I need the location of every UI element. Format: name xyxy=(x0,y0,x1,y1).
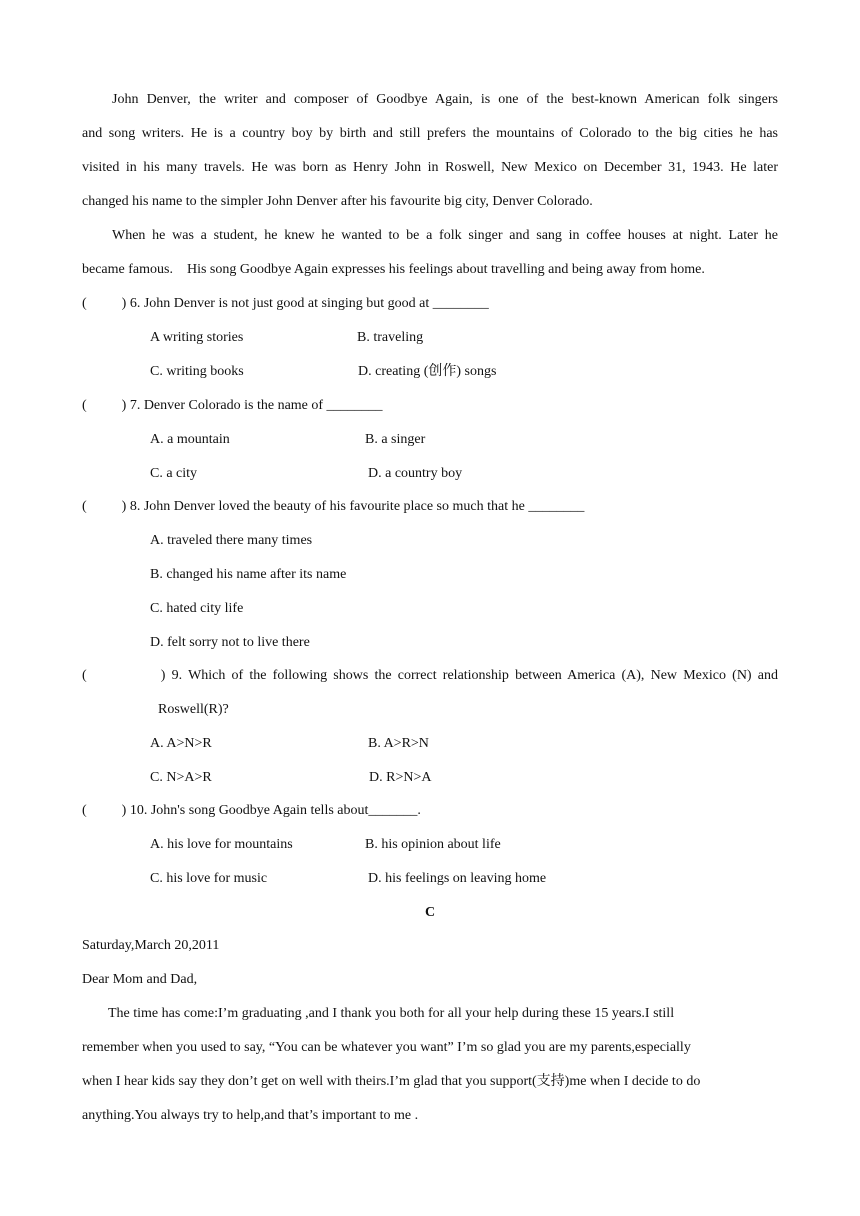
passage-line: visited in his many travels. He was born as Henry John in Roswell, New Mexico on December 31, 1943. He later xyxy=(82,160,778,175)
option-d: D. creating (创作) songs xyxy=(358,364,497,379)
option-a: A. his love for mountains xyxy=(150,837,293,852)
option-a: A. A>N>R xyxy=(150,736,212,751)
question-stem: ( ) 6. John Denver is not just good at singing but good at ________ xyxy=(82,296,489,311)
passage-line: changed his name to the simpler John Denver after his favourite big city, Denver Colorado. xyxy=(82,194,593,209)
passage-line: John Denver, the writer and composer of Goodbye Again, is one of the best-known American folk singers xyxy=(112,92,778,107)
option-b: B. A>R>N xyxy=(368,736,429,751)
option-c: C. a city xyxy=(150,466,198,481)
option-d: D. his feelings on leaving home xyxy=(368,871,547,886)
option-d: D. R>N>A xyxy=(369,770,432,785)
option-d: D. a country boy xyxy=(368,466,463,481)
question-stem: ( ) 9. Which of the following shows the correct relationship between America (A), New Mexico (N) and xyxy=(82,668,778,683)
option-c: C. writing books xyxy=(150,364,244,379)
question-stem: ( ) 8. John Denver loved the beauty of his favourite place so much that he ________ xyxy=(82,499,585,514)
option-d: D. felt sorry not to live there xyxy=(150,635,310,650)
passage-line: became famous. His song Goodbye Again expresses his feelings about travelling and being away from home. xyxy=(82,262,705,277)
letter-line: The time has come:I’m graduating ,and I thank you both for all your help during these 15 years.I still xyxy=(108,1006,675,1021)
question-stem: ( ) 10. John's song Goodbye Again tells about_______. xyxy=(82,803,421,818)
option-b: B. changed his name after its name xyxy=(150,567,347,582)
option-c: C. his love for music xyxy=(150,871,268,886)
letter-date: Saturday,March 20,2011 xyxy=(82,938,220,953)
letter-line: when I hear kids say they don’t get on well with theirs.I’m glad that you support(支持)me when I decide to do xyxy=(82,1074,701,1089)
letter-line: remember when you used to say, “You can be whatever you want” I’m so glad you are my parents,especially xyxy=(82,1040,691,1055)
option-c: C. N>A>R xyxy=(150,770,212,785)
option-b: B. his opinion about life xyxy=(365,837,501,852)
option-c: C. hated city life xyxy=(150,601,244,616)
option-a: A. a mountain xyxy=(150,432,230,447)
passage-line: When he was a student, he knew he wanted to be a folk singer and sang in coffee houses at night. Later he xyxy=(112,228,778,243)
option-b: B. a singer xyxy=(365,432,426,447)
option-a: A writing stories xyxy=(150,330,244,345)
option-b: B. traveling xyxy=(357,330,424,345)
question-stem: ( ) 7. Denver Colorado is the name of ________ xyxy=(82,398,383,413)
passage-line: and song writers. He is a country boy by birth and still prefers the mountains of Colorado to the big cities he has xyxy=(82,126,778,141)
question-stem-continued: Roswell(R)? xyxy=(158,702,229,717)
letter-line: anything.You always try to help,and that’s important to me . xyxy=(82,1108,419,1123)
letter-greeting: Dear Mom and Dad, xyxy=(82,972,198,987)
option-a: A. traveled there many times xyxy=(150,533,313,548)
section-heading: C xyxy=(424,905,436,920)
